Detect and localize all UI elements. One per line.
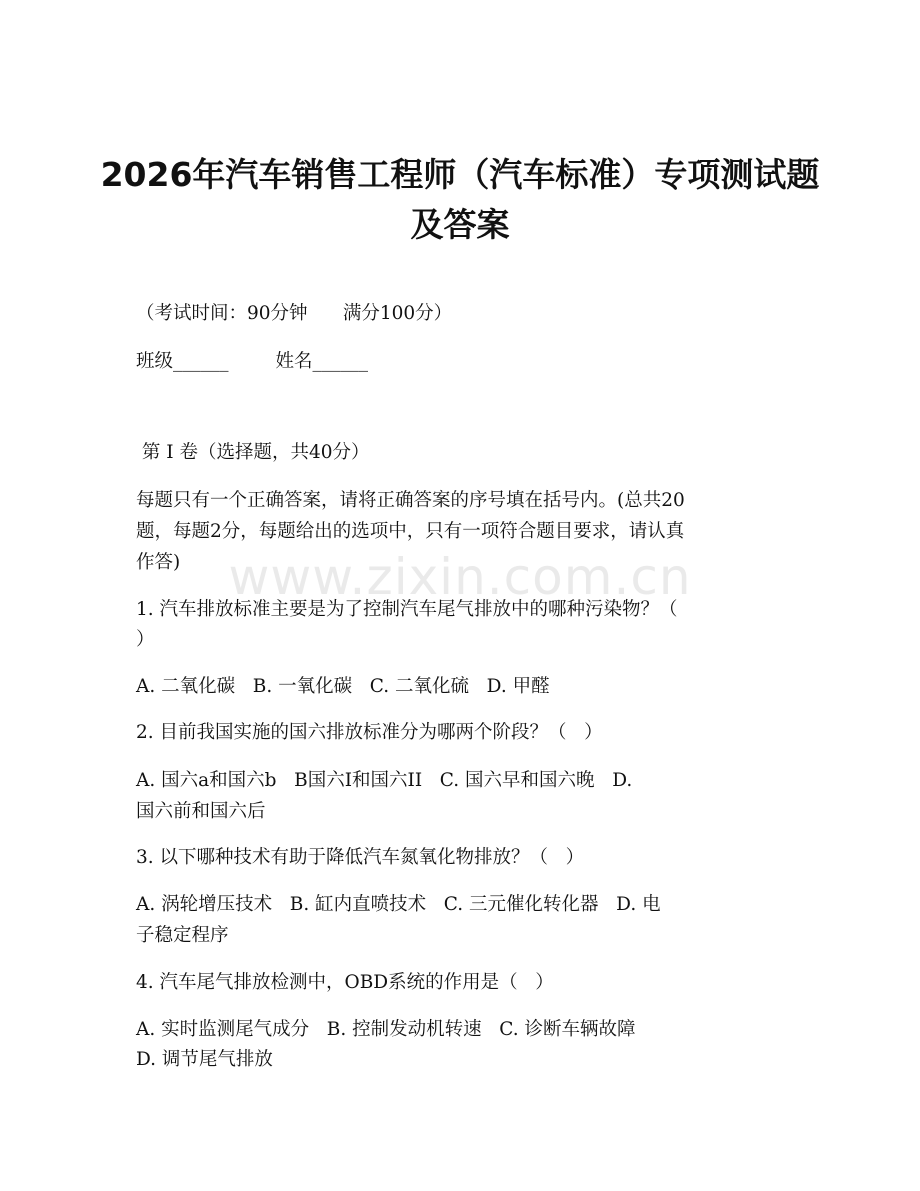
exam-info: （考试时间：90分钟 满分100分） — [136, 303, 453, 324]
question-2-options: A. 国六a和国六b B国六I和国六II C. 国六早和国六晚 D. — [136, 770, 633, 791]
question-3-stem: 3. 以下哪种技术有助于降低汽车氮氧化物排放？（ ） — [136, 847, 585, 868]
watermark-text: www.zixin.com.cn — [228, 548, 692, 606]
question-4-options-cont: D. 调节尾气排放 — [136, 1049, 273, 1070]
document-title — [100, 150, 820, 250]
question-2-options-cont: 国六前和国六后 — [136, 801, 266, 822]
question-4-options: A. 实时监测尾气成分 B. 控制发动机转速 C. 诊断车辆故障 — [136, 1019, 636, 1040]
student-fields: 班级______ 姓名______ — [136, 351, 369, 372]
instruction-line: 作答) — [136, 552, 181, 573]
title-text: 2026年汽车销售工程师（汽车标准）专项测试题及答案 — [100, 155, 820, 244]
question-1-stem: 1. 汽车排放标准主要是为了控制汽车尾气排放中的哪种污染物？（ — [136, 599, 678, 620]
question-3-options: A. 涡轮增压技术 B. 缸内直喷技术 C. 三元催化转化器 D. 电 — [136, 894, 661, 915]
instruction-line: 每题只有一个正确答案，请将正确答案的序号填在括号内。(总共20 — [136, 490, 685, 511]
section-heading: 第 I 卷（选择题，共40分） — [136, 442, 370, 463]
question-1-options: A. 二氧化碳 B. 一氧化碳 C. 二氧化硫 D. 甲醛 — [136, 676, 550, 697]
instruction-line: 题，每题2分，每题给出的选项中，只有一项符合题目要求，请认真 — [136, 521, 685, 542]
question-3-options-cont: 子稳定程序 — [136, 925, 229, 946]
question-2-stem: 2. 目前我国实施的国六排放标准分为哪两个阶段？（ ） — [136, 722, 603, 743]
question-1-stem-cont: ） — [136, 629, 155, 650]
question-4-stem: 4. 汽车尾气排放检测中，OBD系统的作用是（ ） — [136, 972, 554, 993]
